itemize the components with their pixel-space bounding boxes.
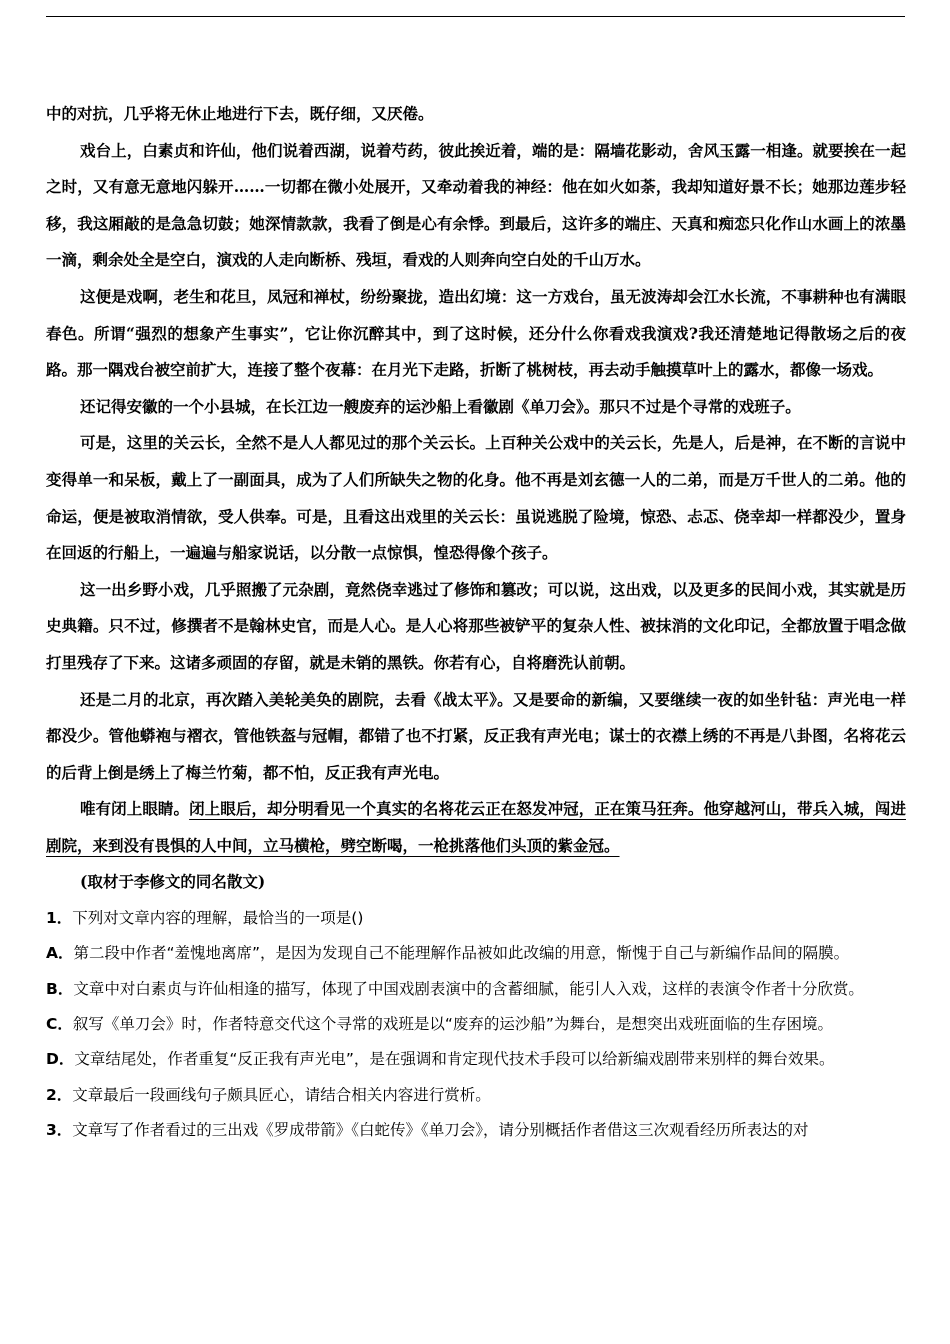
source-note: (取材于李修文的同名散文)	[80, 872, 266, 892]
question-number: 1．	[46, 909, 73, 928]
passage-paragraph: 中的对抗，几乎将无休止地进行下去，既仔细，又厌倦。	[46, 104, 434, 123]
option-text: 文章中对白素贞与许仙相逢的描写，体现了中国戏剧表演中的含蓄细腻，能引人入戏，这样的表演令作者十分欣赏。	[73, 979, 864, 998]
question-2	[46, 1078, 906, 1113]
question-text: 下列对文章内容的理解，最恰当的一项是()	[72, 909, 364, 928]
option-c	[46, 1007, 906, 1042]
passage-paragraph: 这一出乡野小戏，几乎照搬了元杂剧，竟然侥幸逃过了修饰和篡改；可以说，这出戏，以及更多的民间小戏，其实就是历史典籍。只不过，修撰者不是翰林史官，而是人心。是人心将那些被铲平的复杂人性、被抹消的文化印记，全都放置于唱念做打里残存了下来。这诸多顽固的存留，就是未销的黑铁。你若有心，自将磨洗认前朝。	[46, 579, 906, 672]
option-label: B．	[46, 979, 74, 998]
passage-paragraph: 可是，这里的关云长，全然不是人人都见过的那个关云长。上百种关公戏中的关云长，先是人，后是神，在不断的言说中变得单一和呆板，戴上了一副面具，成为了人们所缺失之物的化身。他不再是刘玄德一人的二弟，而是万千世人的二弟。他的命运，便是被取消情欲，受人供奉。可是，且看这出戏里的关云长：虽说逃脱了险境，惊恐、忐忑、侥幸却一样都没少，置身在回返的行船上，一遍遍与船家说话，以分散一点惊惧，惶恐得像个孩子。	[46, 433, 906, 563]
passage-text: 唯有闭上眼睛。	[80, 799, 190, 819]
passage-final-paragraph	[46, 791, 906, 864]
question-number: 2．	[46, 1085, 73, 1104]
option-text: 文章结尾处，作者重复“反正我有声光电”，是在强调和肯定现代技术手段可以给新编戏剧带来别样的舞台效果。	[74, 1050, 835, 1069]
question-text: 文章写了作者看过的三出戏《罗成带箭》《白蛇传》《单刀会》，请分别概括作者借这三次观看经历所表达的对	[72, 1120, 809, 1139]
question-1	[46, 901, 906, 936]
passage-paragraph: 还记得安徽的一个小县城，在长江边一艘废弃的运沙船上看徽剧《单刀会》。那只不过是个寻常的戏班子。	[80, 396, 801, 416]
question-text: 文章最后一段画线句子颇具匠心，请结合相关内容进行赏析。	[72, 1085, 491, 1104]
option-b	[46, 972, 906, 1007]
passage-paragraph: 还是二月的北京，再次踏入美轮美奂的剧院，去看《战太平》。又是要命的新编，又要继续一夜的如坐针毡：声光电一样都没少。管他蟒袍与褶衣，管他铁盔与冠帽，都错了也不打紧，反正我有声光电；谋士的衣襟上绣的不再是八卦图，名将花云的后背上倒是绣上了梅兰竹菊，都不怕，反正我有声光电。	[46, 689, 906, 782]
option-text: 叙写《单刀会》时，作者特意交代这个寻常的戏班是以“废弃的运沙船”为舞台，是想突出戏班面临的生存困境。	[72, 1014, 833, 1033]
option-label: C．	[46, 1014, 73, 1033]
document-body	[46, 96, 906, 1148]
option-a	[46, 936, 906, 971]
question-3	[46, 1113, 906, 1148]
header-rule	[46, 16, 905, 17]
question-number: 3．	[46, 1120, 73, 1139]
option-text: 第二段中作者“羞愧地离席”，是因为发现自己不能理解作品被如此改编的用意，惭愧于自己与新编作品间的隔膜。	[73, 944, 850, 963]
passage-paragraph: 这便是戏啊，老生和花旦，凤冠和禅杖，纷纷聚拢，造出幻境：这一方戏台，虽无波涛却会江水长流，不事耕种也有满眼春色。所谓“强烈的想象产生事实”，它让你沉醉其中，到了这时候，还分什么你看戏我演戏?我还清楚地记得散场之后的夜路。那一隅戏台被空前扩大，连接了整个夜幕：在月光下走路，折断了桃树枝，再去动手触摸草叶上的露水，都像一场戏。	[46, 286, 906, 380]
underlined-sentence: 闭上眼后，却分明看见一个真实的名将花云正在怒发冲冠，正在策马狂奔。他穿越河山，带兵入城，闯进剧院，来到没有畏惧的人中间，立马横枪，劈空断喝，一枪挑落他们头顶的紫金冠。	[46, 799, 906, 855]
passage-paragraph: 戏台上，白素贞和许仙，他们说着西湖，说着芍药，彼此挨近着，端的是：隔墙花影动，舍风玉露一相逢。就要挨在一起之时，又有意无意地闪躲开……一切都在微小处展开，又牵动着我的神经：他在如火如荼，我却知道好景不长；她那边莲步轻移，我这厢敲的是急急切鼓；她深情款款，我看了倒是心有余悸。到最后，这许多的端庄、天真和痴恋只化作山水画上的浓墨一滴，剩余处全是空白，演戏的人走向断桥、残垣，看戏的人则奔向空白处的千山万水。	[46, 140, 906, 270]
option-d	[46, 1042, 906, 1077]
option-label: D．	[46, 1050, 75, 1069]
option-label: A．	[46, 944, 74, 963]
